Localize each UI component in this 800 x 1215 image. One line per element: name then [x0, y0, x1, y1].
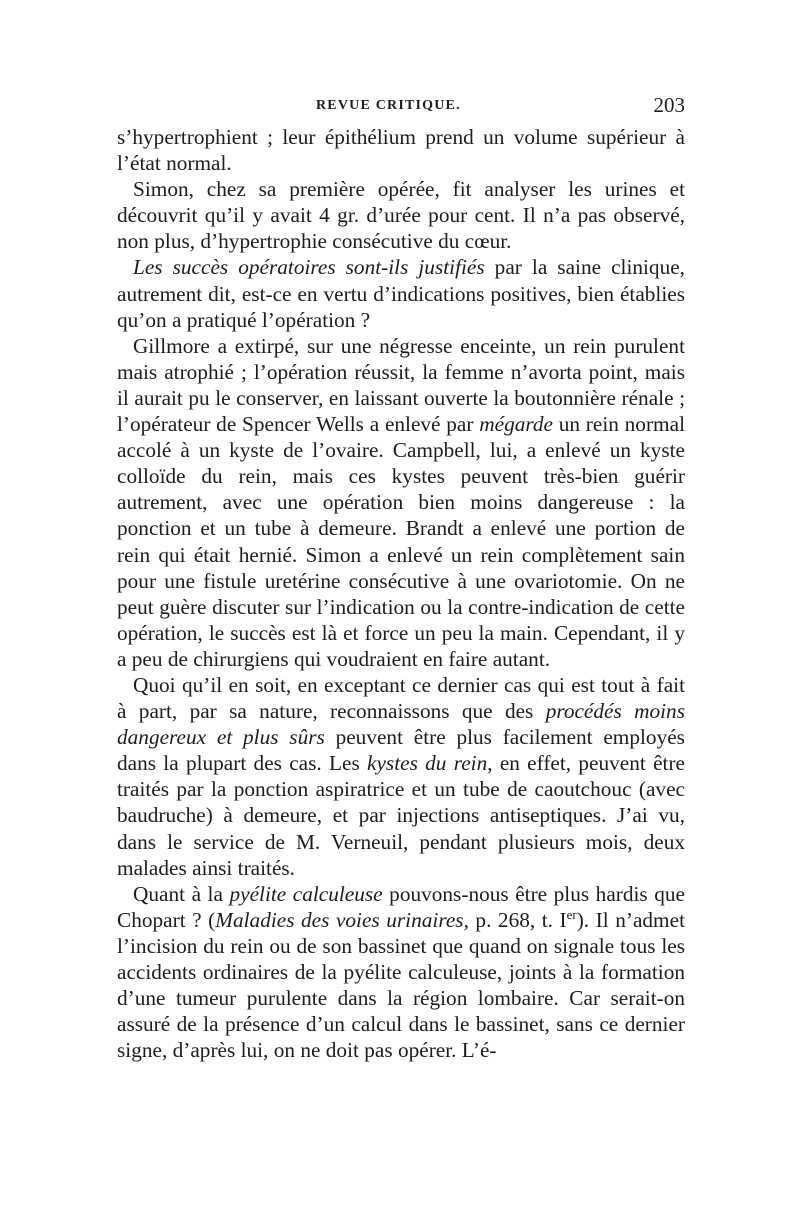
italic-run: Maladies des voies urinaires: [215, 907, 464, 932]
text-run: par la saine clinique, autrement dit, est-ce en vertu d’indications positives, bien établies qu’on a pratiqué l’opération ?: [117, 255, 685, 332]
italic-run: Les succès opératoires sont-ils justifiés: [133, 255, 485, 280]
paragraph: [117, 881, 685, 1064]
paragraph: [117, 124, 685, 176]
body-text: [117, 124, 685, 1063]
text-run: s’hypertrophient ; leur épithélium prend un volume supérieur à l’état normal.: [117, 125, 685, 176]
text-run: pouvons-nous être plus hardis que Chopart ? (: [117, 881, 686, 932]
text-run: un rein normal accolé à un kyste de l’ovaire. Campbell, lui, a enlevé un kyste colloïde du rein, mais ces kystes peuvent très-bien guérir autrement, avec une opération bien moins dangereuse : la ponction et un tube à demeure. Brandt a enlevé une portion de rein qui était hernié. Simon a enlevé un rein complètement sain pour une fistule uretérine consécutive à une ovariotomie. On ne peut guère discuter sur l’indication ou la contre-indication de cette opération, le succès est là et force un peu la main. Cependant, il y a peu de chirurgiens qui voudraient en faire autant.: [117, 412, 685, 671]
paragraph: [117, 672, 685, 881]
text-run: Gillmore a extirpé, sur une négresse enceinte, un rein purulent mais atrophié ; l’opération réussit, la femme n’avorta point, mais il aurait pu le conserver, en laissant ouverte la boutonnière rénale ; l’opérateur de Spencer Wells a enlevé par: [117, 333, 685, 437]
italic-run: mégarde: [479, 412, 553, 437]
paragraph: [117, 333, 685, 672]
text-run: , en effet, peuvent être traités par la ponction aspiratrice et un tube de caoutchouc (avec baudruche) à demeure, et par injections antiseptiques. J’ai vu, dans le service de M. Verneuil, pendant plusieurs mois, deux malades ainsi traités.: [117, 751, 685, 880]
text-run: , p. 268, t. I: [463, 907, 567, 932]
text-run: Simon, chez sa première opérée, fit analyser les urines et découvrit qu’il y avait 4 gr. d’urée pour cent. Il n’a pas observé, non plus, d’hypertrophie consécutive du cœur.: [117, 177, 685, 254]
superscript-run: er: [566, 906, 577, 922]
running-title: REVUE CRITIQUE.: [316, 98, 461, 113]
text-run: Quant à la: [133, 881, 230, 906]
italic-run: kystes du rein: [367, 751, 488, 776]
italic-run: procédés moins dangereux et plus sûrs: [117, 699, 685, 750]
text-run: ). Il n’admet l’incision du rein ou de son bassinet que quand on signale tous les accidents ordinaires de la pyélite calculeuse, joints à la formation d’une tumeur purulente dans la région lombaire. Car serait-on assuré de la présence d’un calcul dans le bassinet, sans ce dernier signe, d’après lui, on ne doit pas opérer. L’é-: [117, 907, 685, 1063]
italic-run: pyélite calculeuse: [229, 881, 383, 906]
text-run: Quoi qu’il en soit, en exceptant ce dernier cas qui est tout à fait à part, par sa nature, reconnaissons que des: [117, 672, 685, 724]
page-number: 203: [653, 93, 685, 117]
paragraph: [117, 254, 685, 332]
running-header: [116, 93, 685, 120]
text-run: peuvent être plus facilement employés dans la plupart des cas. Les: [117, 725, 685, 776]
paragraph: [117, 176, 685, 254]
